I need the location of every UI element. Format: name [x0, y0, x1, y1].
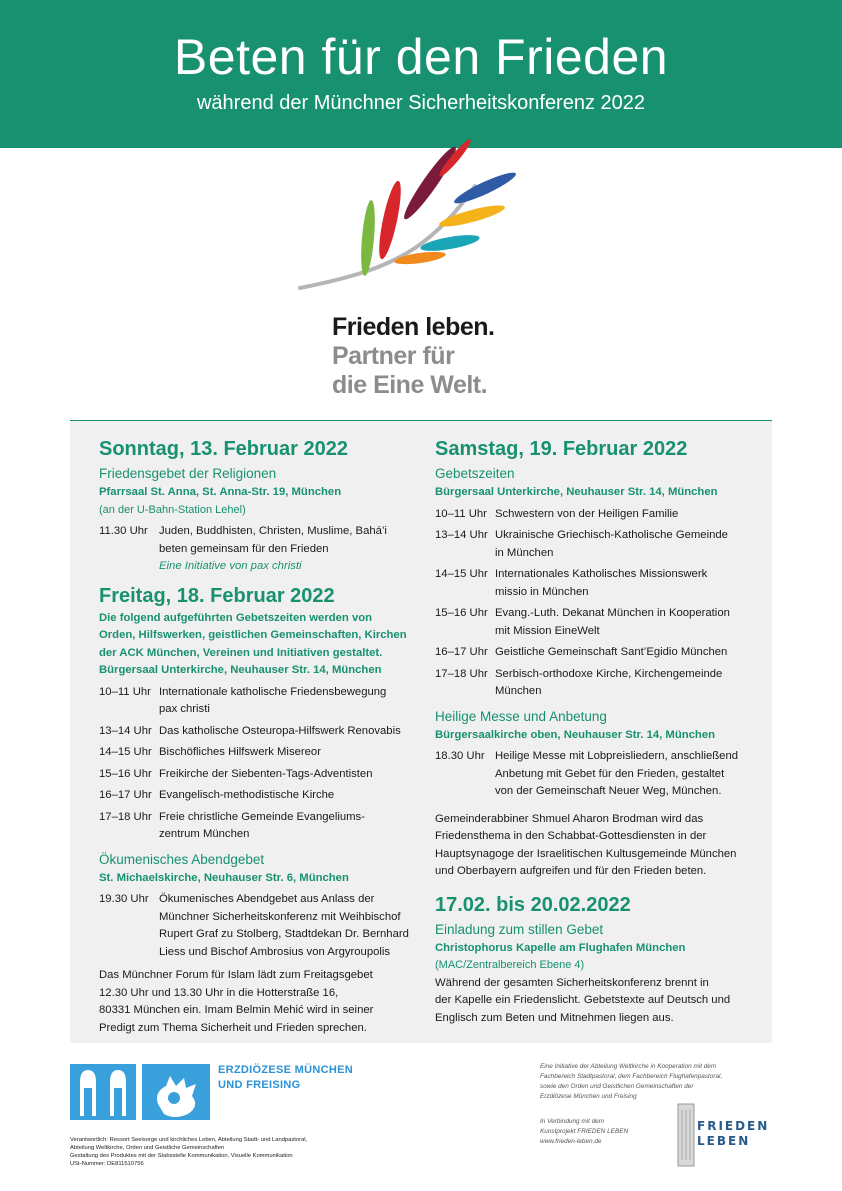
impressum — [70, 1136, 400, 1168]
event-line: missio in München — [495, 585, 589, 598]
partner-line: Erzdiözese München und Freising — [540, 1093, 637, 1100]
time: 11.30 Uhr — [99, 525, 148, 537]
day-heading-friday: Freitag, 18. Februar 2022 — [99, 584, 335, 607]
schedule-row — [99, 766, 414, 784]
location: Bürgersaal Unterkirche, Neuhauser Str. 14, München — [99, 664, 382, 676]
event-line: Internationales Katholisches Missionswerk — [495, 568, 708, 580]
location-note: (an der U-Bahn-Station Lehel) — [99, 503, 246, 516]
time: 14–15 Uhr — [435, 568, 488, 580]
time: 10–11 Uhr — [435, 507, 487, 520]
time: 14–15 Uhr — [99, 746, 152, 758]
partner-line: Fachbereich Stadtpastoral, dem Fachbereich Flughafenpastoral, — [540, 1073, 723, 1080]
time: 16–17 Uhr — [435, 646, 488, 658]
paragraph-line: Gemeinderabbiner Shmuel Aharon Brodman wird das — [435, 812, 704, 825]
event-line: Freie christliche Gemeinde Evangeliums- — [159, 810, 365, 823]
event-line: Bischöfliches Hilfswerk Misereor — [159, 746, 321, 758]
paragraph-line: Das Münchner Forum für Islam lädt zum Freitagsgebet — [99, 969, 373, 981]
partner-line: sowie den Orden und Geistlichen Gemeinschaften der — [540, 1083, 694, 1090]
event-line: München — [495, 685, 542, 697]
logo-line-3: die Eine Welt. — [332, 371, 488, 399]
paragraph-islam-forum — [99, 967, 414, 1037]
paragraph-line: der Kapelle ein Friedenslicht. Gebetstexte auf Deutsch und — [435, 994, 731, 1006]
frieden-leben-logo-text — [332, 313, 494, 400]
schedule-panel — [70, 420, 772, 1043]
event-line: Geistliche Gemeinschaft Sant’Egidio München — [495, 646, 728, 658]
event-line: Internationale katholische Friedensbewegung — [159, 685, 387, 698]
event-line: von der Gemeinschaft Neuer Weg, München. — [495, 785, 722, 797]
event-line: mit Mission EineWelt — [495, 624, 600, 637]
event-line: Serbisch-orthodoxe Kirche, Kirchengemeinde — [495, 667, 723, 680]
event-line: Anbetung mit Gebet für den Frieden, gestaltet — [495, 767, 725, 780]
impressum-line: USt-Nummer: DE811510756 — [70, 1161, 144, 1167]
time: 16–17 Uhr — [99, 789, 152, 801]
paragraph-line: Während der gesamten Sicherheitskonferenz brennt in — [435, 976, 709, 989]
website-link[interactable]: www.frieden-leben.de — [540, 1138, 602, 1145]
event-line: Evangelisch-methodistische Kirche — [159, 789, 335, 801]
location: Christophorus Kapelle am Flughafen München — [435, 941, 686, 954]
erzdioezese-name — [218, 1063, 353, 1093]
schedule-row — [99, 723, 414, 741]
section-subtitle: Ökumenisches Abendgebet — [99, 851, 265, 867]
time: 18.30 Uhr — [435, 750, 485, 762]
time: 15–16 Uhr — [435, 607, 488, 619]
olive-branch-logo-icon — [290, 128, 520, 308]
partner-line: Eine Initiative der Abteilung Weltkirche in Kooperation mit dem — [540, 1063, 717, 1070]
time: 17–18 Uhr — [99, 810, 152, 823]
schedule-row — [99, 891, 414, 961]
wordmark-line-2: LEBEN — [697, 1134, 751, 1148]
left-column — [99, 435, 414, 1037]
paragraph-line: Englisch zum Beten und Mitnehmen liegen aus. — [435, 1011, 674, 1024]
partner-note — [540, 1062, 780, 1102]
impressum-line: Verantwortlich: Ressort Seelsorge und kirchliches Leben, Abteilung Stadt- und Landpastoral, — [70, 1137, 308, 1143]
paragraph-line: Hauptsynagoge der Israelitischen Kultusgemeinde München — [435, 847, 737, 860]
kunstprojekt-line: Kunstprojekt FRIEDEN LEBEN — [540, 1128, 629, 1135]
event-line: beten gemeinsam für den Frieden — [159, 542, 329, 555]
event-line: Rupert Graf zu Stolberg, Stadtdekan Dr. Bernhard — [159, 928, 409, 940]
schedule-row — [435, 644, 750, 662]
section-subtitle: Friedensgebet der Religionen — [99, 466, 277, 481]
location: Pfarrsaal St. Anna, St. Anna-Str. 19, München — [99, 486, 342, 498]
paragraph-synagogue — [435, 811, 750, 881]
date-range-heading: 17.02. bis 20.02.2022 — [435, 893, 631, 916]
impressum-line: Abteilung Weltkirche, Orden und Geistliche Gemeinschaften — [70, 1145, 225, 1151]
schedule-row — [435, 566, 750, 601]
intro-line: Die folgend aufgeführten Gebetszeiten werden von — [99, 611, 373, 624]
event-line: Juden, Buddhisten, Christen, Muslime, Bahá’i — [159, 525, 387, 537]
schedule-row — [99, 523, 414, 576]
frieden-leben-wordmark — [697, 1119, 769, 1149]
location: Bürgersaal Unterkirche, Neuhauser Str. 14, München — [435, 486, 718, 498]
event-line: Evang.-Luth. Dekanat München in Kooperation — [495, 607, 730, 619]
impressum-line: Gestaltung des Produktes mit der Stabsstelle Kommunikation, Visuelle Kommunikation — [70, 1153, 293, 1159]
event-line: Das katholische Osteuropa-Hilfswerk Renovabis — [159, 724, 401, 737]
schedule-row — [99, 787, 414, 805]
paragraph-line: 12.30 Uhr und 13.30 Uhr in die Hotterstraße 16, — [99, 986, 339, 999]
initiative-note: Eine Initiative von pax christi — [159, 560, 302, 572]
event-line: in München — [495, 546, 554, 559]
schedule-row — [435, 748, 750, 801]
section-subtitle: Gebetszeiten — [435, 466, 515, 481]
schedule-row — [99, 809, 414, 844]
page-subtitle: während der Münchner Sicherheitskonferenz 2022 — [196, 92, 646, 114]
schedule-row — [435, 527, 750, 562]
erz-line-2: UND FREISING — [218, 1079, 301, 1091]
event-line: Heilige Messe mit Lobpreisliedern, anschließend — [495, 750, 739, 762]
header-banner — [0, 0, 842, 148]
paragraph-line: 80331 München ein. Imam Belmin Mehić wird in seiner — [99, 1004, 374, 1016]
logo-line-1: Frieden leben. — [332, 313, 495, 341]
time: 17–18 Uhr — [435, 667, 488, 680]
time: 13–14 Uhr — [435, 529, 488, 541]
right-column — [435, 435, 750, 1027]
time: 19.30 Uhr — [99, 893, 149, 905]
kunstprojekt-line: In Verbindung mit dem — [540, 1118, 605, 1125]
kunstprojekt-note — [540, 1117, 660, 1147]
event-line: Liess und Bischof Ambrosius von Argyroupolis — [159, 945, 391, 958]
time: 13–14 Uhr — [99, 724, 152, 737]
logo-line-2: Partner für — [332, 342, 455, 370]
page-title: Beten für den Frieden — [173, 29, 669, 85]
erzdioezese-logo-icon — [70, 1064, 210, 1120]
location: Bürgersaalkirche oben, Neuhauser Str. 14, München — [435, 728, 716, 741]
erz-line-1: ERZDIÖZESE MÜNCHEN — [218, 1064, 353, 1076]
intro-line: der ACK München, Vereinen und Initiativen gestaltet. — [99, 646, 383, 659]
event-line: Münchner Sicherheitskonferenz mit Weihbischof — [159, 910, 401, 923]
event-line: Ökumenisches Abendgebet aus Anlass der — [159, 893, 375, 905]
schedule-row — [435, 506, 750, 524]
location-note: (MAC/Zentralbereich Ebene 4) — [435, 959, 585, 971]
section-subtitle: Einladung zum stillen Gebet — [435, 921, 604, 937]
time: 10–11 Uhr — [99, 685, 151, 698]
event-line: Schwestern von der Heiligen Familie — [495, 507, 679, 520]
event-line: zentrum München — [159, 828, 250, 840]
paragraph-line: Friedensthema in den Schabbat-Gottesdiensten in der — [435, 830, 707, 842]
location: St. Michaelskirche, Neuhauser Str. 6, München — [99, 871, 349, 884]
schedule-row — [99, 684, 414, 719]
schedule-row — [435, 605, 750, 640]
day-heading-saturday: Samstag, 19. Februar 2022 — [435, 438, 688, 460]
event-line: Ukrainische Griechisch-Katholische Gemeinde — [495, 529, 728, 541]
time: 15–16 Uhr — [99, 767, 152, 780]
section-subtitle: Heilige Messe und Anbetung — [435, 708, 607, 724]
schedule-row — [435, 666, 750, 701]
frieden-leben-box-icon — [676, 1100, 696, 1168]
schedule-row — [99, 744, 414, 762]
wordmark-line-1: FRIEDEN — [697, 1119, 770, 1133]
paragraph-line: Predigt zum Thema Sicherheit und Frieden sprechen. — [99, 1021, 367, 1034]
intro-line: Orden, Hilfswerken, geistlichen Gemeinschaften, Kirchen — [99, 629, 407, 641]
day-heading-sunday: Sonntag, 13. Februar 2022 — [99, 438, 348, 460]
event-line: pax christi — [159, 703, 210, 715]
event-line: Freikirche der Siebenten-Tags-Adventisten — [159, 767, 373, 780]
paragraph-line: und Oberbayern aufgreifen und für den Frieden beten. — [435, 865, 707, 877]
